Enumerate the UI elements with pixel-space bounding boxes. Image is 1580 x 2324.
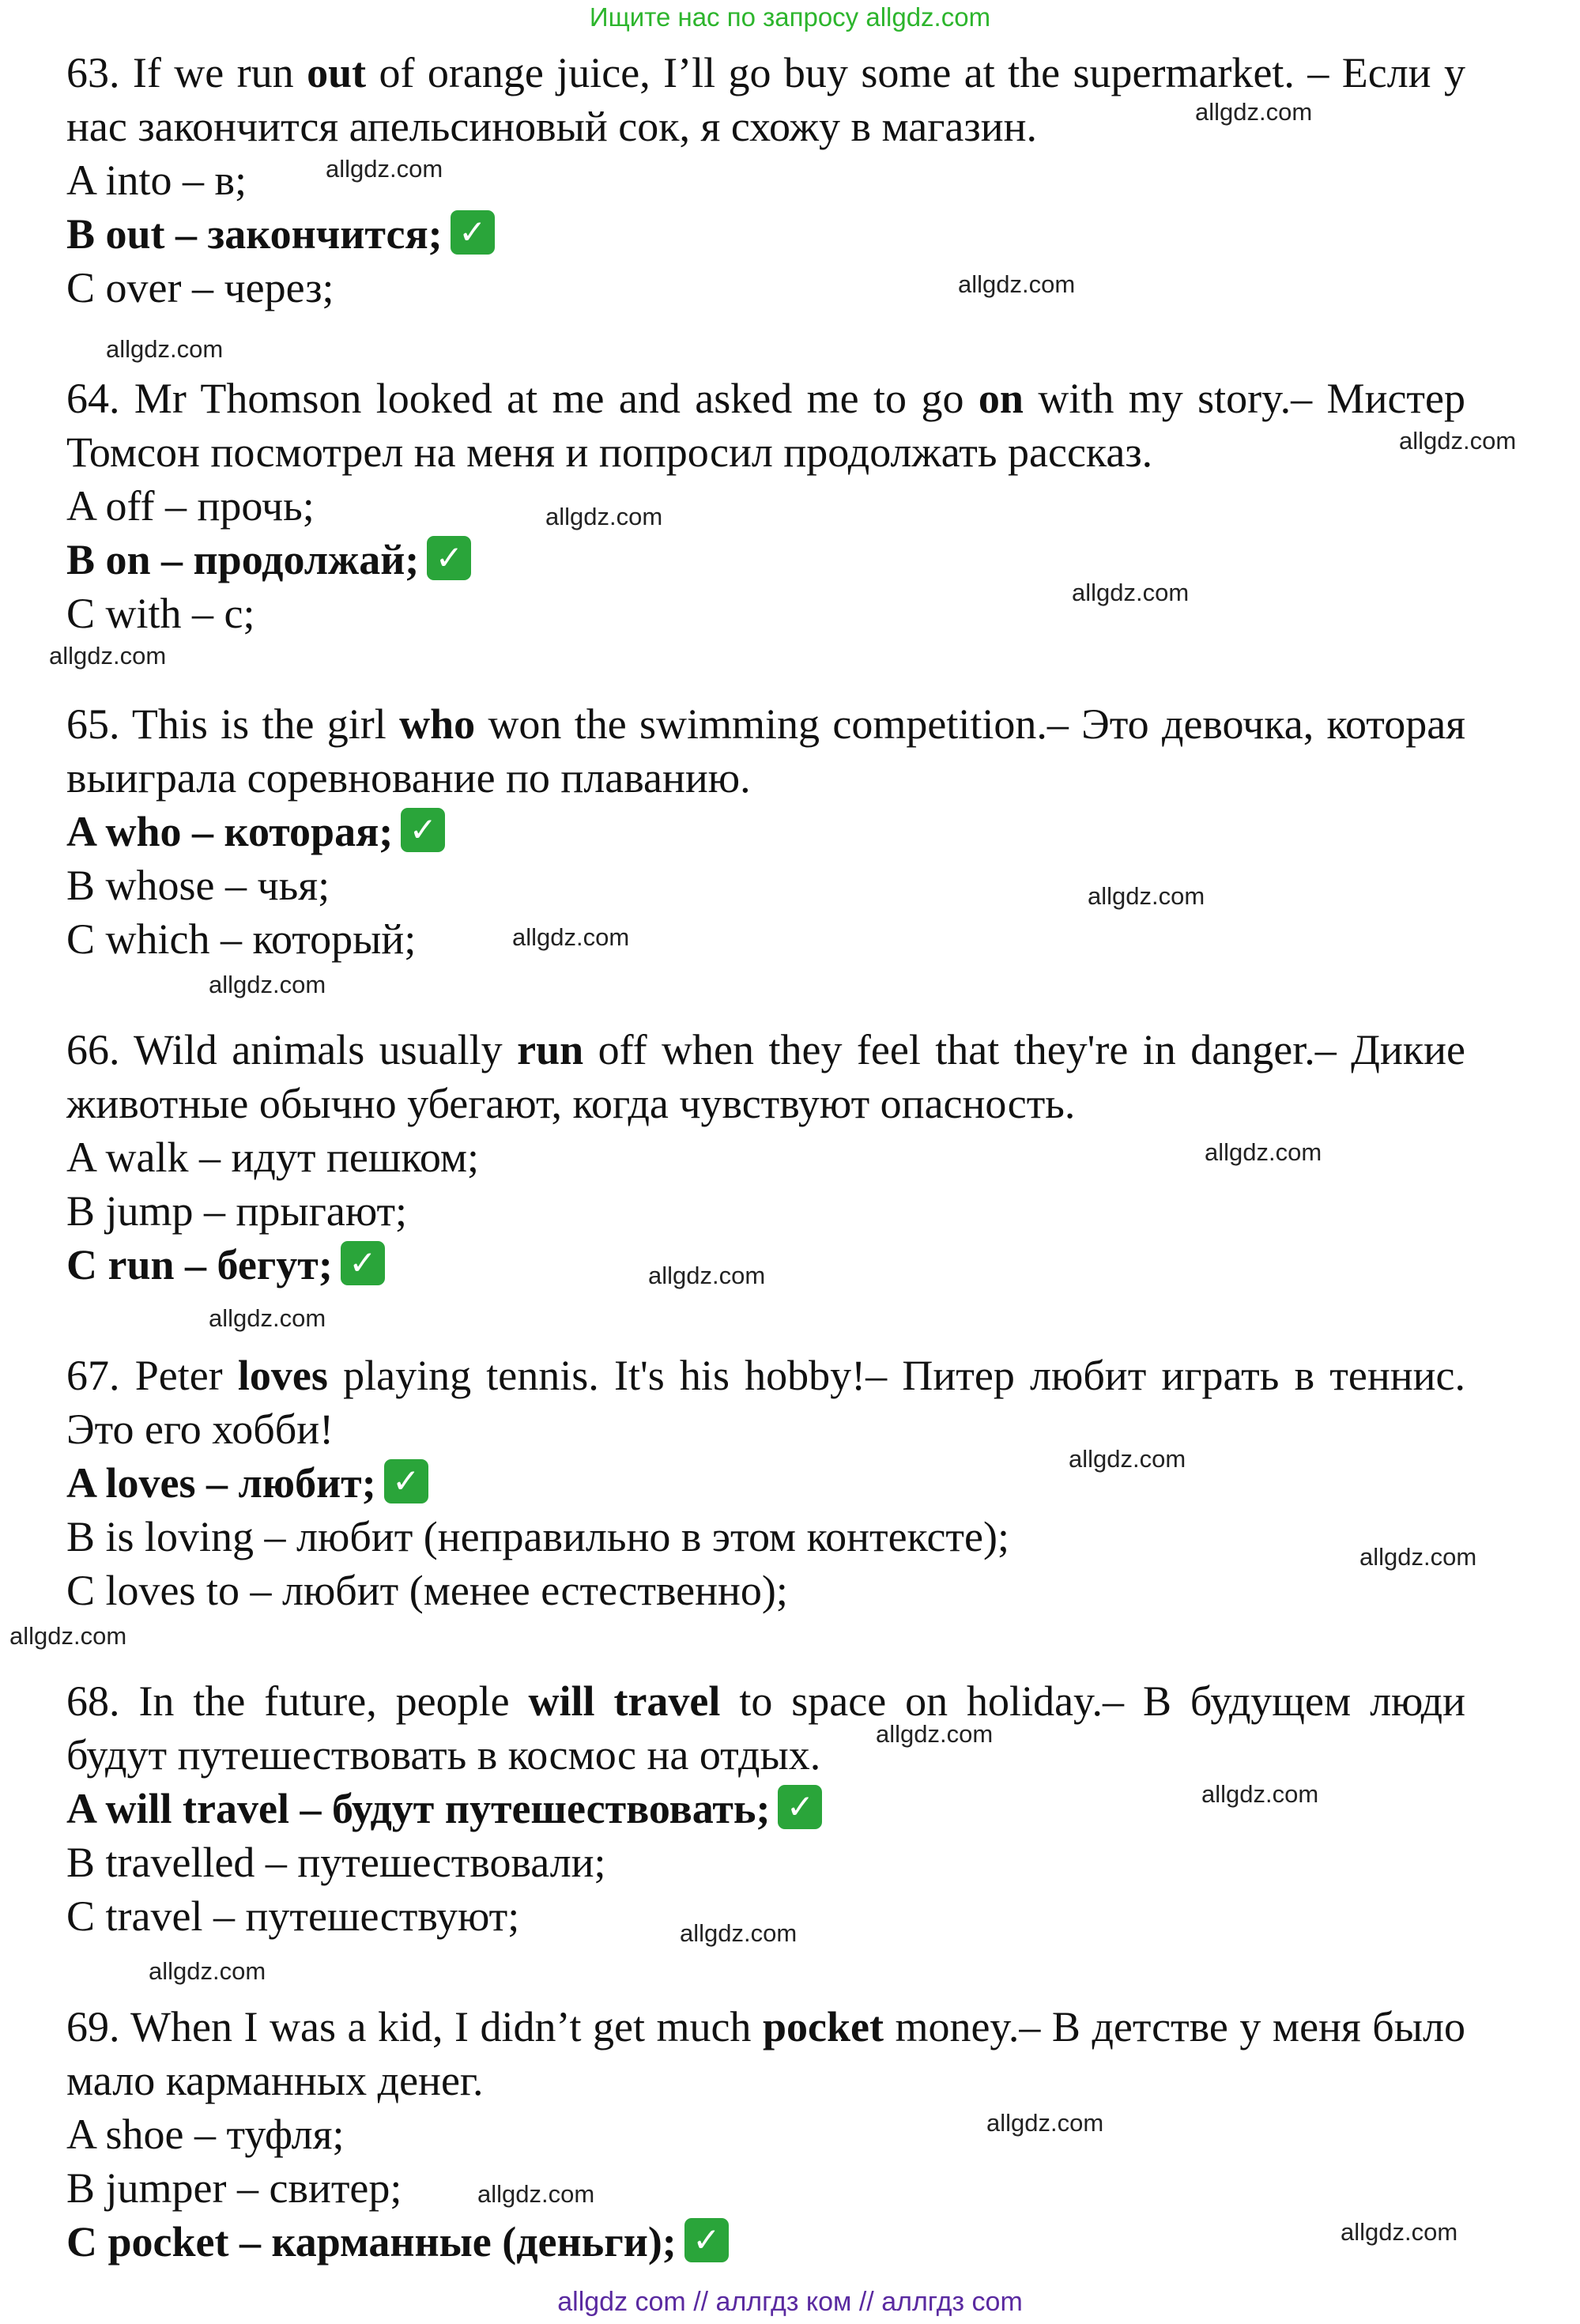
watermark: allgdz.com [512,923,630,951]
option-b: B whose – чья; [66,862,330,909]
watermark: allgdz.com [9,1622,127,1650]
watermark: allgdz.com [1069,1445,1186,1473]
option-c: C with – с; [66,590,255,637]
question-64 [66,372,1465,697]
watermark: allgdz.com [680,1919,798,1947]
top-banner: Ищите нас по запросу allgdz.com [589,2,991,32]
question-67 [66,1349,1465,1674]
checkmark-icon: ✓ [384,1459,428,1503]
watermark: allgdz.com [209,971,326,998]
question-63 [66,46,1465,372]
watermark: allgdz.com [986,2109,1104,2137]
watermark: allgdz.com [1399,427,1517,455]
option-b-correct: B out – закончится; ✓ [66,207,1465,261]
option-b: B is loving – любит (неправильно в этом контексте); [66,1513,1009,1560]
question-69 [66,2000,1465,2269]
watermark: allgdz.com [49,642,167,670]
key-word: loves [237,1352,328,1399]
question-66 [66,1023,1465,1349]
footer-links: allgdz com // аллгдз ком // аллгдз com [557,2287,1023,2317]
key-word: out [307,49,367,96]
watermark: allgdz.com [648,1262,766,1289]
key-word: on [978,375,1024,422]
checkmark-icon: ✓ [401,808,445,852]
checkmark-icon: ✓ [427,536,471,580]
watermark: allgdz.com [876,1720,994,1748]
option-a-correct: A will travel – будут путешествовать; ✓ [66,1782,1465,1835]
question-text: 63. If we run out of orange juice, I’ll go buy some at the supermarket. – Если у нас закончится апельсиновый сок, я схожу в магазин. [66,49,1465,150]
watermark: allgdz.com [545,503,663,530]
option-a-correct: A who – которая; ✓ [66,805,1465,858]
question-68 [66,1674,1465,2000]
option-a: A into – в; [66,157,247,204]
option-c: C loves to – любит (менее естественно); [66,1567,788,1614]
key-word: who [399,700,476,748]
option-c-correct: C pocket – карманные (деньги); ✓ [66,2215,1465,2269]
option-a: A shoe – туфля; [66,2111,345,2158]
option-b: B travelled – путешествовали; [66,1839,606,1886]
question-text: 68. In the future, people will travel to space on holiday.– В будущем люди будут путешествовать в космос на отдых. [66,1677,1465,1779]
checkmark-icon: ✓ [778,1785,822,1829]
watermark: allgdz.com [1072,579,1190,606]
watermark: allgdz.com [958,270,1076,298]
option-b-correct: B on – продолжай; ✓ [66,533,1465,587]
watermark: allgdz.com [1201,1780,1319,1808]
watermark: allgdz.com [1205,1138,1322,1166]
option-c: C over – через; [66,264,334,311]
option-c: C travel – путешествуют; [66,1892,520,1940]
option-b: B jump – прыгают; [66,1187,408,1235]
option-a: A off – прочь; [66,482,315,530]
watermark: allgdz.com [477,2180,595,2208]
watermark: allgdz.com [1088,882,1205,910]
watermark: allgdz.com [106,335,224,363]
watermark: allgdz.com [209,1304,326,1332]
key-word: run [517,1026,584,1073]
question-text: 66. Wild animals usually run off when they feel that they're in danger.– Дикие животные обычно убегают, когда чувствуют опасность. [66,1026,1465,1127]
watermark: allgdz.com [1195,98,1313,126]
checkmark-icon: ✓ [451,210,495,255]
question-text: 64. Mr Thomson looked at me and asked me to go on with my story.– Мистер Томсон посмотрел на меня и попросил продолжать рассказ. [66,375,1465,476]
question-text: 69. When I was a kid, I didn’t get much pocket money.– В детстве у меня было мало карманных денег. [66,2003,1465,2104]
option-a: A walk – идут пешком; [66,1134,480,1181]
watermark: allgdz.com [1359,1543,1477,1571]
option-a-correct: A loves – любит; ✓ [66,1456,1465,1510]
checkmark-icon: ✓ [684,2218,729,2262]
option-b: B jumper – свитер; [66,2164,402,2212]
key-word: will travel [528,1677,721,1725]
option-c-correct: C run – бегут; ✓ [66,1238,1465,1292]
watermark: allgdz.com [1341,2218,1458,2246]
watermark: allgdz.com [326,155,443,183]
checkmark-icon: ✓ [341,1241,385,1285]
watermark: allgdz.com [149,1957,266,1985]
question-text: 67. Peter loves playing tennis. It's his hobby!– Питер любит играть в теннис. Это его хобби! [66,1352,1466,1453]
key-word: pocket [762,2003,884,2050]
question-text: 65. This is the girl who won the swimming competition.– Это девочка, которая выиграла соревнование по плаванию. [66,700,1465,802]
option-c: C which – который; [66,915,417,963]
